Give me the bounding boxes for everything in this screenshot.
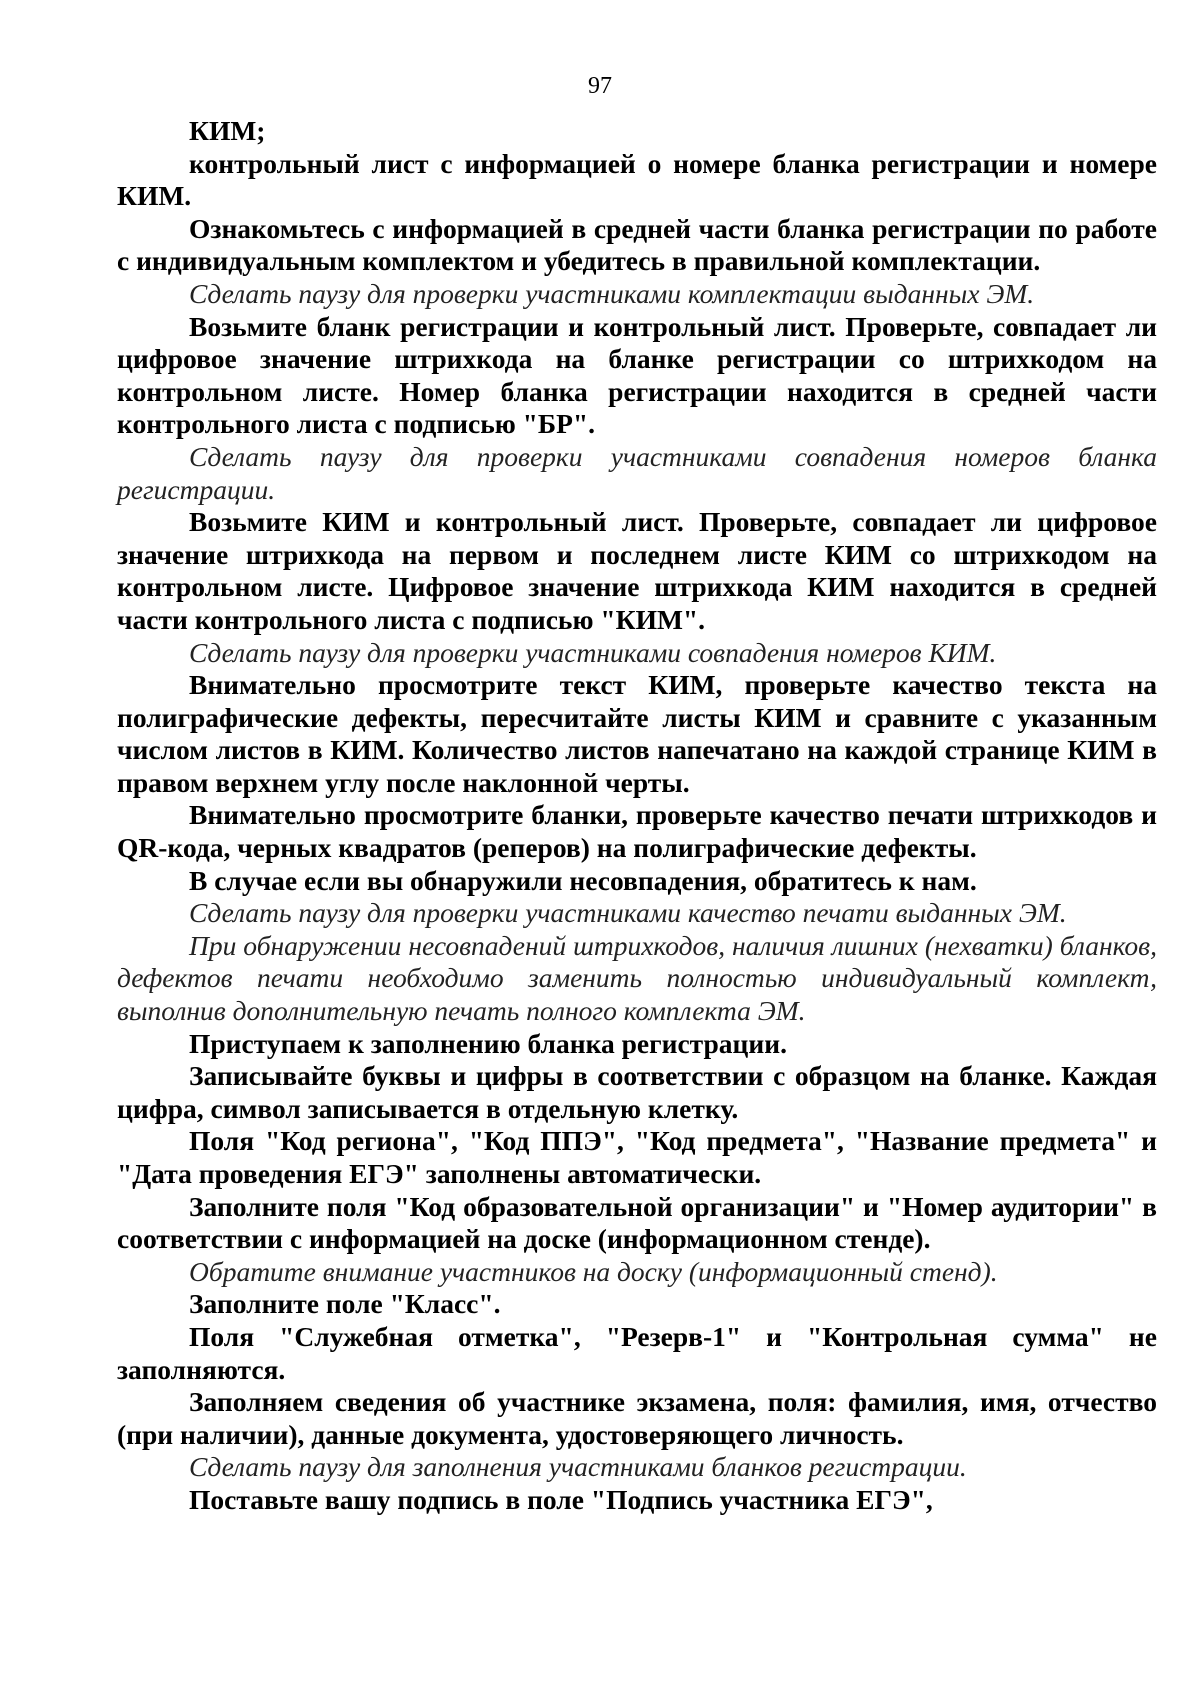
- paragraph-control-sheet: контрольный лист с информацией о номере бланка регистрации и номере КИМ.: [117, 147, 1157, 212]
- instruction-pause-kit: Сделать паузу для проверки участниками комплектации выданных ЭМ.: [189, 277, 1035, 309]
- paragraph-mismatch-contact: В случае если вы обнаружили несовпадения, обратитесь к нам.: [189, 864, 977, 896]
- paragraph-kim: КИМ;: [189, 115, 266, 146]
- paragraph-forms-check: Внимательно просмотрите бланки, проверьте качество печати штрихкодов и QR-кода, черных квадратов (реперов) на полиграфические дефекты.: [117, 799, 1157, 864]
- paragraph-registration-barcode: Возьмите бланк регистрации и контрольный лист. Проверьте, совпадает ли цифровое значение штрихкода на бланке регистрации со штрихкодом на контрольном листе. Номер бланка регистрации находится в средней части контрольного листа с подписью "БР".: [117, 310, 1157, 440]
- document-body: [117, 115, 1157, 1517]
- paragraph-auto-fields: Поля "Код региона", "Код ППЭ", "Код предмета", "Название предмета" и "Дата проведения ЕГЭ" заполнены автоматически.: [117, 1125, 1157, 1189]
- instruction-board-attention: Обратите внимание участников на доску (информационный стенд).: [189, 1255, 998, 1287]
- paragraph-write-letters: Записывайте буквы и цифры в соответствии с образцом на бланке. Каждая цифра, символ записывается в отдельную клетку.: [117, 1060, 1157, 1124]
- page-number: 97: [588, 73, 612, 99]
- paragraph-participant-info: Заполняем сведения об участнике экзамена, поля: фамилия, имя, отчество (при наличии), данные документа, удостоверяющего личность.: [117, 1386, 1157, 1450]
- paragraph-kim-barcode: Возьмите КИМ и контрольный лист. Проверьте, совпадает ли цифровое значение штрихкода на первом и последнем листе КИМ со штрихкодом на контрольном листе. Цифровое значение штрихкода КИМ находится в средней части контрольного листа с подписью "КИМ".: [117, 506, 1157, 635]
- instruction-pause-print-quality: Сделать паузу для проверки участниками качество печати выданных ЭМ.: [189, 897, 1067, 929]
- paragraph-signature: Поставьте вашу подпись в поле "Подпись участника ЕГЭ",: [189, 1483, 933, 1515]
- instruction-replace-kit: При обнаружении несовпадений штрихкодов, наличия лишних (нехватки) бланков, дефектов печати необходимо заменить полностью индивидуальный комплект, выполнив дополнительную печать полного комплекта ЭМ.: [117, 929, 1157, 1027]
- instruction-pause-fill-registration: Сделать паузу для заполнения участниками бланков регистрации.: [189, 1451, 967, 1483]
- instruction-pause-registration: Сделать паузу для проверки участниками совпадения номеров бланка регистрации.: [117, 440, 1157, 505]
- paragraph-fill-class: Заполните поле "Класс".: [189, 1288, 501, 1320]
- paragraph-unfilled-fields: Поля "Служебная отметка", "Резерв-1" и "Контрольная сумма" не заполняются.: [117, 1320, 1157, 1385]
- paragraph-start-filling: Приступаем к заполнению бланка регистрации.: [189, 1027, 787, 1059]
- paragraph-kim-text-check: Внимательно просмотрите текст КИМ, проверьте качество текста на полиграфические дефекты, пересчитайте листы КИМ и сравните с указанным числом листов в КИМ. Количество листов напечатано на каждой странице КИМ в правом верхнем углу после наклонной черты.: [117, 669, 1157, 798]
- paragraph-fill-org-room: Заполните поля "Код образовательной организации" и "Номер аудитории" в соответствии с информацией на доске (информационном стенде).: [117, 1190, 1157, 1255]
- paragraph-check-kit: Ознакомьтесь с информацией в средней части бланка регистрации по работе с индивидуальным комплектом и убедитесь в правильной комплектации.: [117, 212, 1157, 277]
- instruction-pause-kim: Сделать паузу для проверки участниками совпадения номеров КИМ.: [189, 636, 997, 668]
